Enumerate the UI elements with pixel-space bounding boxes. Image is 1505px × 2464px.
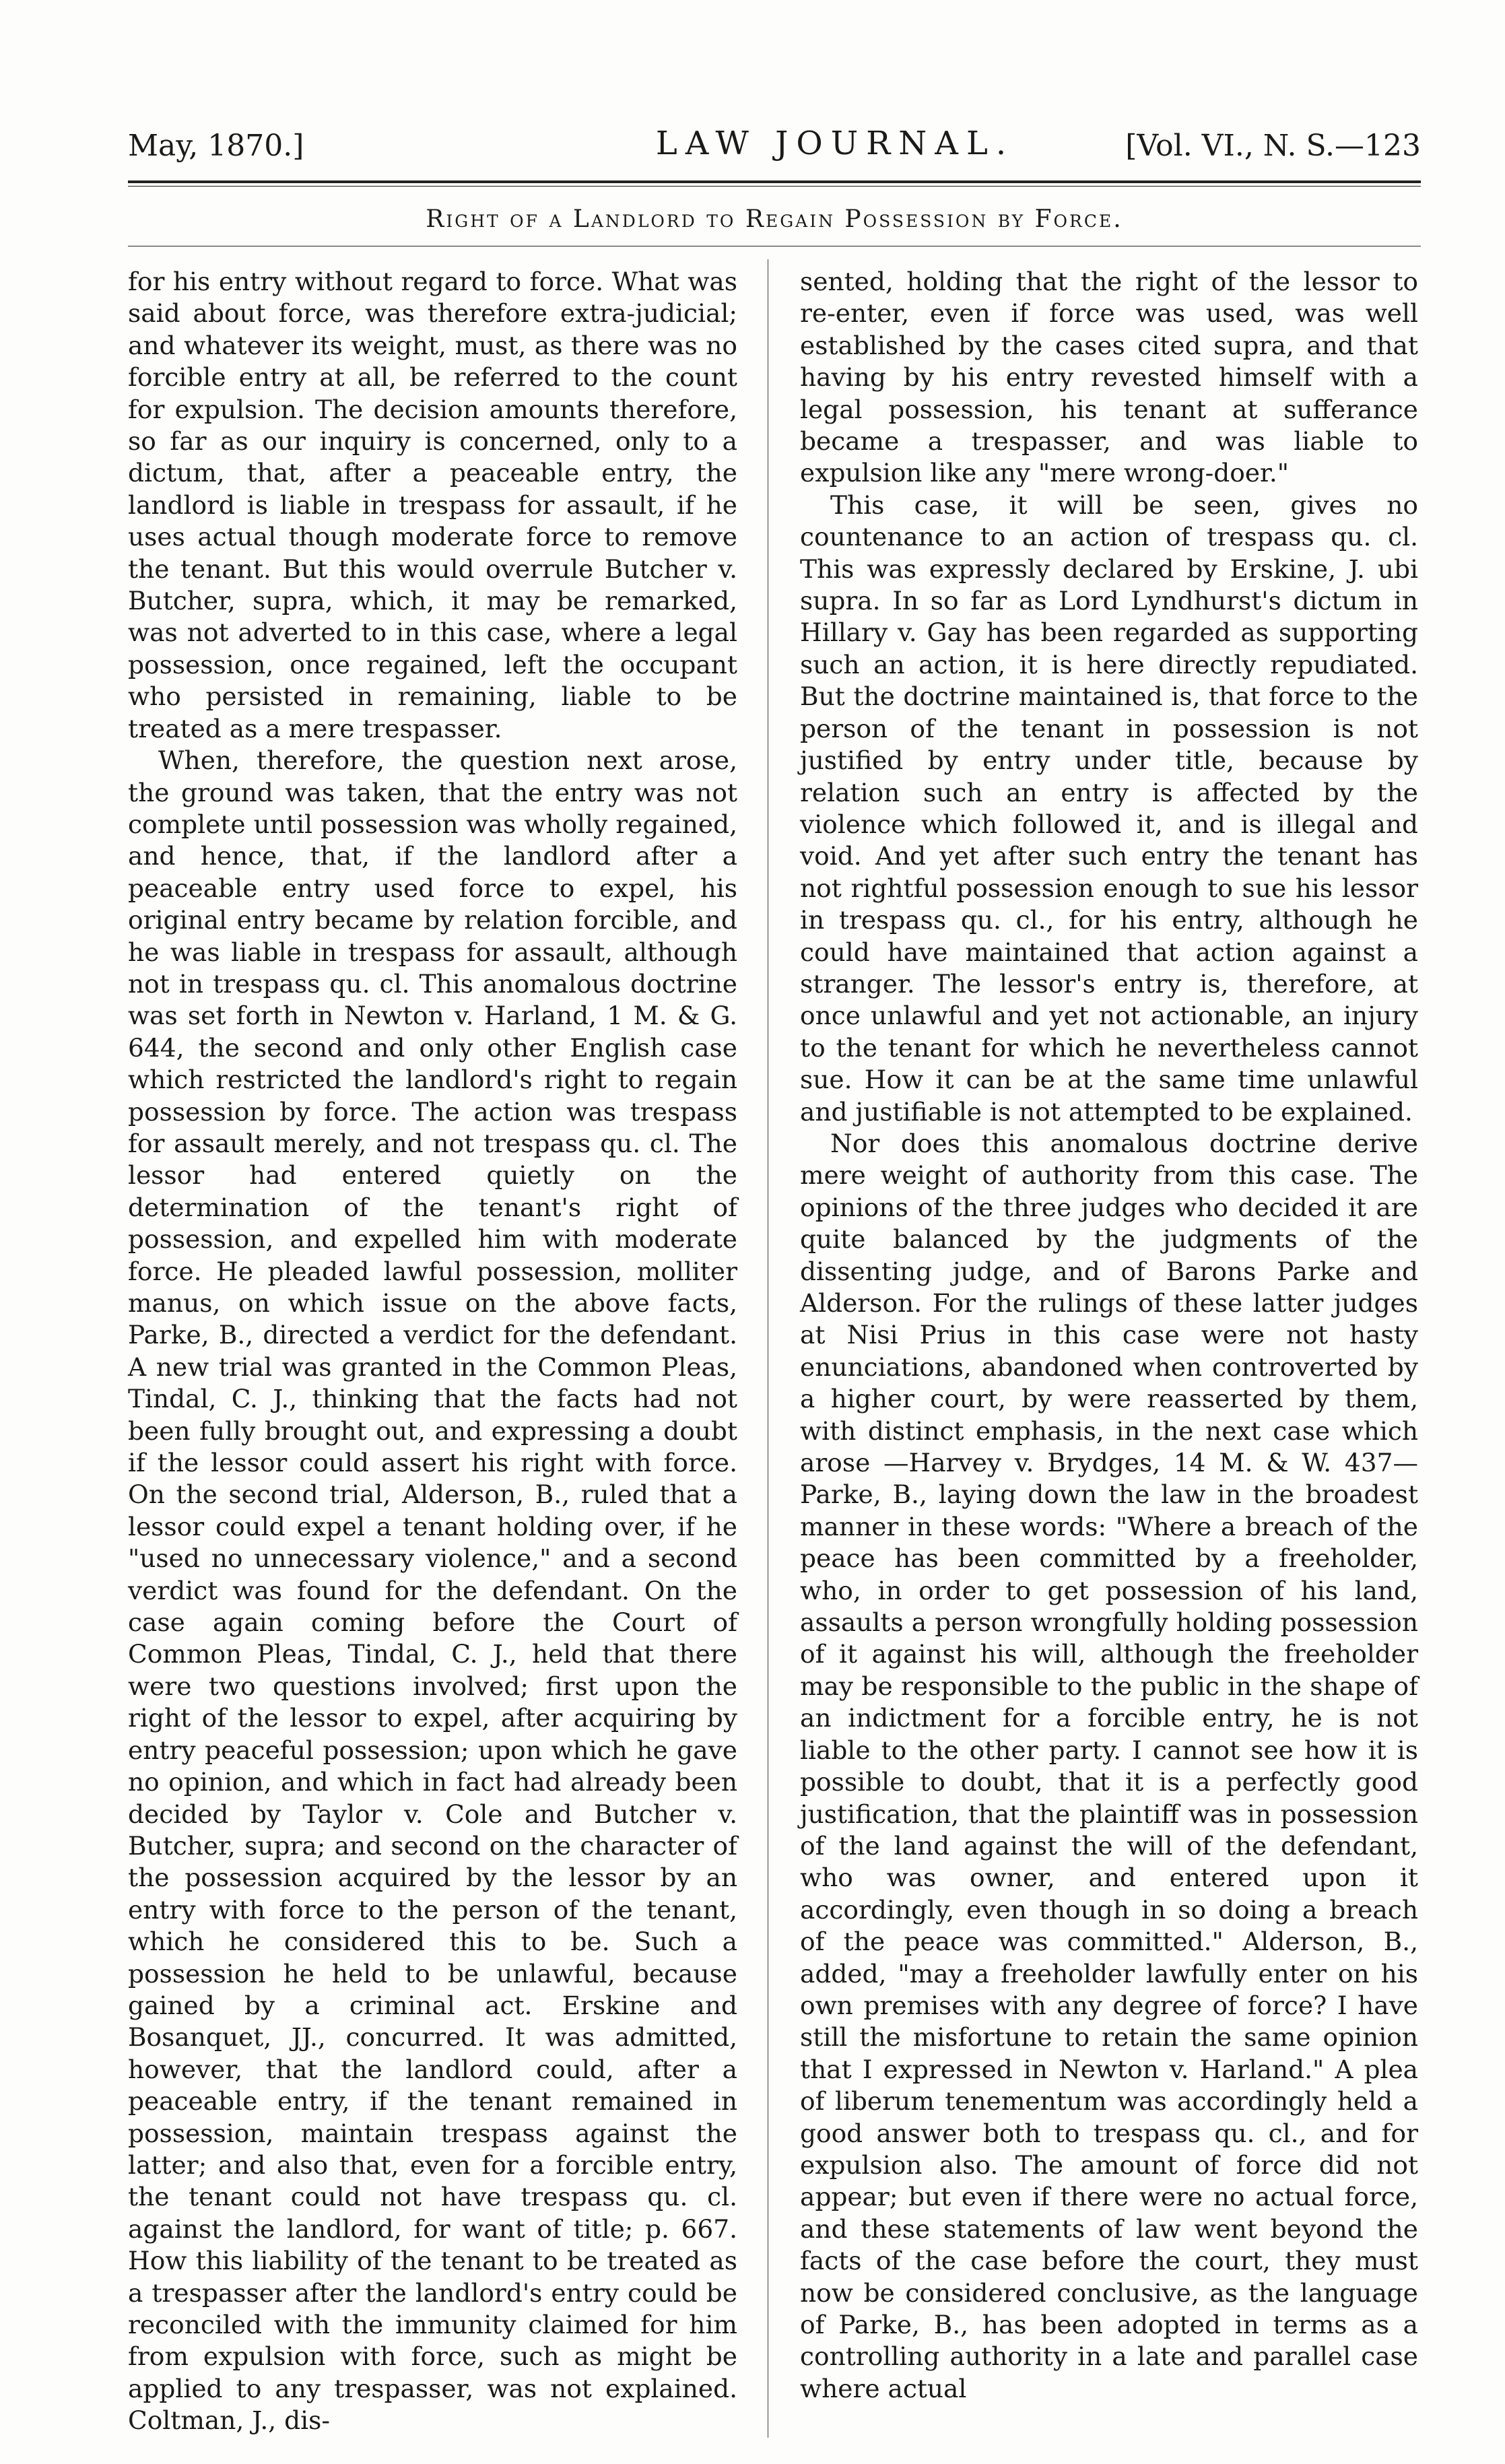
- article-title: Right of a Landlord to Regain Possession by Force.: [426, 205, 1123, 233]
- issue-date: May, 1870.]: [128, 129, 304, 163]
- right-paragraph-1: sented, holding that the right of the lessor to re-enter, even if force was used, was well established by the cases cited supra, and that having by his entry revested himself with a legal possession, his tenant at sufferance became a trespasser, and was liable to expulsion like any "mere wrong-doer.": [800, 267, 1418, 488]
- left-paragraph-1: for his entry without regard to force. What was said about force, was therefore extra-judicial; and whatever its weight, must, as there was no forcible entry at all, be referred to the count for expulsion. The decision amounts therefore, so far as our inquiry is concerned, only to a dictum, that, after a peaceable entry, the landlord is liable in trespass for assault, if he uses actual though moderate force to remove the tenant. But this would overrule Butcher v. Butcher, supra, which, it may be remarked, was not adverted to in this case, where a legal possession, once regained, left the occupant who persisted in remaining, liable to be treated as a mere trespasser.: [128, 267, 737, 743]
- header-rule-thin: [128, 186, 1421, 187]
- left-column: [128, 266, 737, 2437]
- right-column: [800, 266, 1418, 2405]
- volume-page-number: [Vol. VI., N. S.—123: [1125, 129, 1421, 163]
- right-paragraph-3: Nor does this anomalous doctrine derive mere weight of authority from this case. The opinions of the three judges who decided it are quite balanced by the judgments of the dissenting judge, and of Barons Parke and Alderson. For the rulings of these latter judges at Nisi Prius in this case were not hasty enunciations, abandoned when controverted by a higher court, by were reasserted by them, with distinct emphasis, in the next case which arose —Harvey v. Brydges, 14 M. & W. 437—Parke, B., laying down the law in the broadest manner in these words: "Where a breach of the peace has been committed by a freeholder, who, in order to get possession of his land, assaults a person wrongfully holding possession of it against his will, although the freeholder may be responsible to the public in the shape of an indictment for a forcible entry, he is not liable to the other party. I cannot see how it is possible to doubt, that it is a perfectly good justification, that the plaintiff was in possession of the land against the will of the defendant, who was owner, and entered upon it accordingly, even though in so doing a breach of the peace was committed." Alderson, B., added, "may a freeholder lawfully enter on his own premises with any degree of force? I have still the misfortune to retain the same opinion that I expressed in Newton v. Harland." A plea of liberum tenementum was accordingly held a good answer both to trespass qu. cl., and for expulsion also. The amount of force did not appear; but even if there were no actual force, and these statements of law went beyond the facts of the case before the court, they must now be considered conclusive, as the language of Parke, B., has been adopted in terms as a controlling authority in a late and parallel case where actual: [800, 1128, 1418, 2403]
- right-paragraph-2: This case, it will be seen, gives no countenance to an action of trespass qu. cl. This was expressly declared by Erskine, J. ubi supra. In so far as Lord Lyndhurst's dictum in Hillary v. Gay has been regarded as supporting such an action, it is here directly repudiated. But the doctrine maintained is, that force to the person of the tenant in possession is not justified by entry under title, because by relation such an entry is affected by the violence which followed it, and is illegal and void. And yet after such entry the tenant has not rightful possession enough to sue his lessor in trespass qu. cl., for his entry, although he could have maintained that action against a stranger. The lessor's entry is, therefore, at once unlawful and yet not actionable, an injury to the tenant for which he nevertheless cannot sue. How it can be at the same time unlawful and justifiable is not attempted to be explained.: [800, 490, 1418, 1127]
- running-head: [128, 125, 1421, 172]
- left-paragraph-2: When, therefore, the question next arose, the ground was taken, that the entry was not complete until possession was wholly regained, and hence, that, if the landlord after a peaceable entry used force to expel, his original entry became by relation forcible, and he was liable in trespass for assault, although not in trespass qu. cl. This anomalous doctrine was set forth in Newton v. Harland, 1 M. & G. 644, the second and only other English case which restricted the landlord's right to regain possession by force. The action was trespass for assault merely, and not trespass qu. cl. The lessor had entered quietly on the determination of the tenant's right of possession, and expelled him with moderate force. He pleaded lawful possession, molliter manus, on which issue on the above facts, Parke, B., directed a verdict for the defendant. A new trial was granted in the Common Pleas, Tindal, C. J., thinking that the facts had not been fully brought out, and expressing a doubt if the lessor could assert his right with force. On the second trial, Alderson, B., ruled that a lessor could expel a tenant holding over, if he "used no unnecessary violence," and a second verdict was found for the defendant. On the case again coming before the Court of Common Pleas, Tindal, C. J., held that there were two questions involved; first upon the right of the lessor to expel, after acquiring by entry peaceful possession; upon which he gave no opinion, and which in fact had already been decided by Taylor v. Cole and Butcher v. Butcher, supra; and second on the character of the possession acquired by the lessor by an entry with force to the person of the tenant, which he considered this to be. Such a possession he held to be unlawful, because gained by a criminal act. Erskine and Bosanquet, JJ., concurred. It was admitted, however, that the landlord could, after a peaceable entry, if the tenant remained in possession, maintain trespass against the latter; and also that, even for a forcible entry, the tenant could not have trespass qu. cl. against the landlord, for want of title; p. 667. How this liability of the tenant to be treated as a trespasser after the landlord's entry could be reconciled with the immunity claimed for him from expulsion with force, such as might be applied to any trespasser, was not explained. Coltman, J., dis-: [128, 745, 737, 2436]
- header-rule-thick: [128, 180, 1421, 183]
- journal-title: LAW JOURNAL.: [655, 125, 1015, 162]
